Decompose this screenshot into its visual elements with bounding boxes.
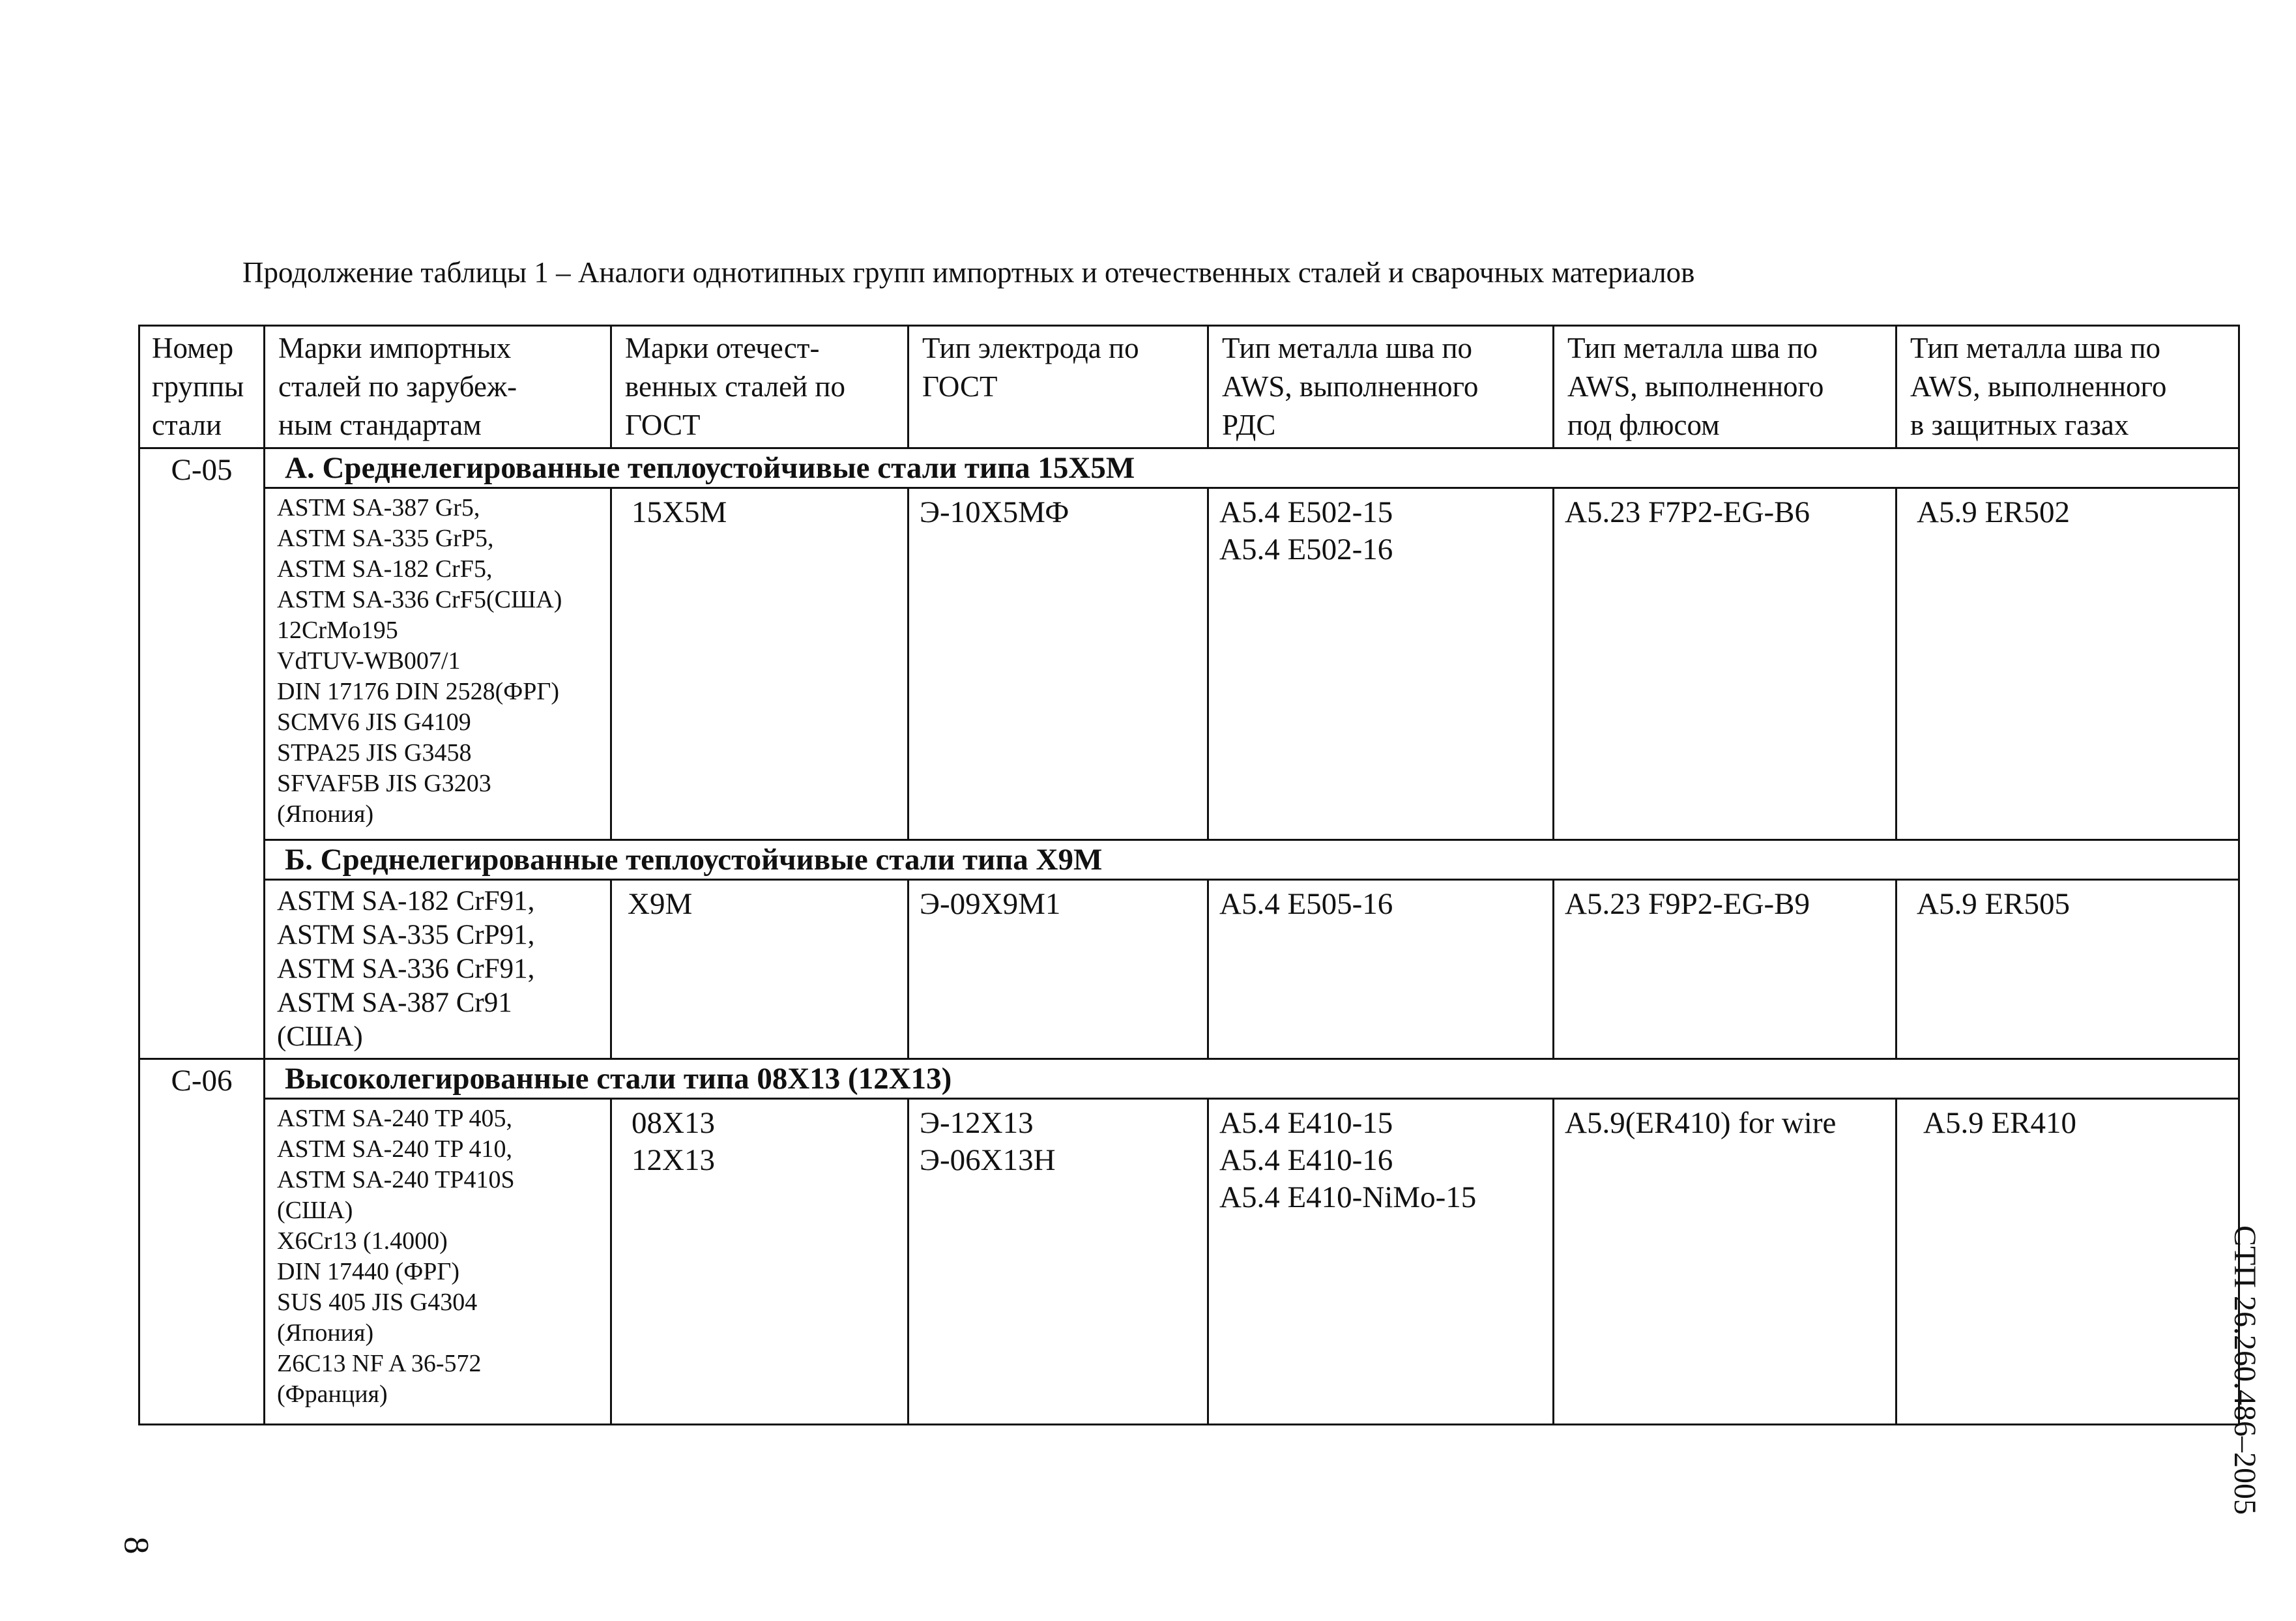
cell-line: A5.4 E505-16 [1219, 887, 1393, 921]
imported-grades [265, 1099, 611, 1425]
cell-line: ASTM SA-387 Cr91 [277, 987, 512, 1018]
header-aws-gas [1896, 326, 2239, 448]
cell-line: сталей по зарубеж- [278, 370, 517, 403]
aws-smaw [1208, 488, 1554, 840]
cell-line: AWS, выполненного [1910, 370, 2167, 403]
cell-line: A5.23 F7P2-EG-B6 [1565, 495, 1810, 529]
cell-line: ASTM SA-240 TP 405, [277, 1105, 513, 1132]
header-aws-saw [1554, 326, 1896, 448]
electrode-type [908, 1099, 1208, 1425]
cell-line: под флюсом [1567, 409, 1720, 441]
group-code: С-05 [139, 448, 265, 1059]
cell-line: ASTM SA-240 TP 410, [277, 1135, 513, 1163]
aws-saw [1554, 880, 1896, 1059]
cell-line: ASTM SA-335 GrP5, [277, 525, 494, 552]
cell-line: 12CrMo195 [277, 617, 398, 644]
cell-line: (Япония) [277, 1319, 374, 1347]
cell-line: A5.4 E502-16 [1219, 533, 1393, 566]
cell-line: X6Cr13 (1.4000) [277, 1227, 448, 1255]
header-aws-smaw [1208, 326, 1554, 448]
section-title: Высоколегированные стали типа 08Х13 (12Х13) [265, 1059, 2239, 1099]
cell-line: AWS, выполненного [1567, 370, 1824, 403]
steel-analogs-table [138, 325, 2240, 1425]
cell-line: Номер [152, 332, 234, 364]
cell-line: Тип металла шва по [1222, 332, 1473, 364]
cell-line: группы [152, 370, 244, 403]
cell-line: ГОСТ [625, 409, 701, 441]
section-title-row [139, 840, 2239, 880]
cell-line: Э-10Х5МФ [920, 495, 1069, 529]
domestic-grades [611, 880, 908, 1059]
header-group [139, 326, 265, 448]
cell-line: AWS, выполненного [1222, 370, 1479, 403]
cell-line: ASTM SA-240 TP410S [277, 1166, 515, 1193]
section-title-row [139, 448, 2239, 488]
cell-line: A5.4 E410-16 [1219, 1143, 1393, 1177]
cell-line: SFVAF5B JIS G3203 [277, 770, 491, 797]
domestic-grades [611, 1099, 908, 1425]
cell-line: SUS 405 JIS G4304 [277, 1289, 478, 1316]
cell-line: Тип электрода по [922, 332, 1139, 364]
imported-grades [265, 880, 611, 1059]
cell-line: VdTUV-WB007/1 [277, 647, 461, 675]
cell-line: 12Х13 [632, 1143, 715, 1177]
cell-line: 15Х5М [632, 495, 727, 529]
cell-line: (Франция) [277, 1380, 388, 1408]
aws-saw [1554, 1099, 1896, 1425]
cell-line: ASTM SA-182 CrF91, [277, 886, 535, 916]
cell-line: в защитных газах [1910, 409, 2129, 441]
electrode-type [908, 880, 1208, 1059]
cell-line: венных сталей по [625, 370, 846, 403]
cell-line: ГОСТ [922, 370, 998, 403]
cell-line: A5.9 ER410 [1923, 1106, 2076, 1140]
cell-line: STPA25 JIS G3458 [277, 739, 472, 767]
cell-line: (Япония) [277, 800, 374, 828]
cell-line: ASTM SA-182 CrF5, [277, 555, 493, 583]
cell-line: Тип металла шва по [1567, 332, 1818, 364]
cell-line: A5.4 E410-15 [1219, 1106, 1393, 1140]
cell-line: A5.9 ER505 [1917, 887, 2070, 921]
domestic-grades [611, 488, 908, 840]
page-number: 8 [117, 1536, 156, 1555]
cell-line: A5.4 E502-15 [1219, 495, 1393, 529]
cell-line: Марки импортных [278, 332, 512, 364]
cell-line: (США) [277, 1197, 353, 1224]
header-row [139, 326, 2239, 448]
electrode-type [908, 488, 1208, 840]
header-domestic [611, 326, 908, 448]
cell-line: РДС [1222, 409, 1276, 441]
aws-gas [1896, 1099, 2239, 1425]
header-imported [265, 326, 611, 448]
imported-grades [265, 488, 611, 840]
cell-line: ASTM SA-336 CrF91, [277, 954, 535, 984]
cell-line: A5.9(ER410) for wire [1565, 1106, 1837, 1140]
cell-line: Z6C13 NF A 36-572 [277, 1350, 482, 1377]
section-title-row [139, 1059, 2239, 1099]
cell-line: Тип металла шва по [1910, 332, 2161, 364]
aws-gas [1896, 488, 2239, 840]
cell-line: ASTM SA-335 CrP91, [277, 920, 535, 950]
group-code: С-06 [139, 1059, 265, 1425]
cell-line: SCMV6 JIS G4109 [277, 708, 471, 736]
aws-saw [1554, 488, 1896, 840]
header-electrode [908, 326, 1208, 448]
cell-line: ным стандартам [278, 409, 482, 441]
table-row [139, 1099, 2239, 1425]
cell-line: Х9М [628, 887, 693, 921]
cell-line: (США) [277, 1021, 363, 1052]
cell-line: A5.4 E410-NiMo-15 [1219, 1180, 1477, 1214]
cell-line: Э-09Х9М1 [920, 887, 1061, 921]
cell-line: Э-12Х13 [920, 1106, 1034, 1140]
cell-line: Э-06Х13Н [920, 1143, 1056, 1177]
section-title: Б. Среднелегированные теплоустойчивые стали типа Х9М [265, 840, 2239, 880]
section-title: А. Среднелегированные теплоустойчивые стали типа 15Х5М [265, 448, 2239, 488]
cell-line: DIN 17440 (ФРГ) [277, 1258, 459, 1285]
aws-smaw [1208, 1099, 1554, 1425]
cell-line: A5.23 F9P2-EG-B9 [1565, 887, 1810, 921]
cell-line: стали [152, 409, 222, 441]
aws-smaw [1208, 880, 1554, 1059]
table-caption: Продолжение таблицы 1 – Аналоги однотипных групп импортных и отечественных сталей и сварочных материалов [242, 256, 1695, 289]
table-row [139, 880, 2239, 1059]
cell-line: DIN 17176 DIN 2528(ФРГ) [277, 678, 560, 705]
cell-line: ASTM SA-387 Gr5, [277, 494, 480, 521]
cell-line: A5.9 ER502 [1917, 495, 2070, 529]
aws-gas [1896, 880, 2239, 1059]
cell-line: 08Х13 [632, 1106, 715, 1140]
cell-line: Марки отечест- [625, 332, 820, 364]
cell-line: ASTM SA-336 CrF5(США) [277, 586, 562, 613]
document-code: СТП 26.260.486–2005 [2228, 1225, 2262, 1515]
table-row [139, 488, 2239, 840]
